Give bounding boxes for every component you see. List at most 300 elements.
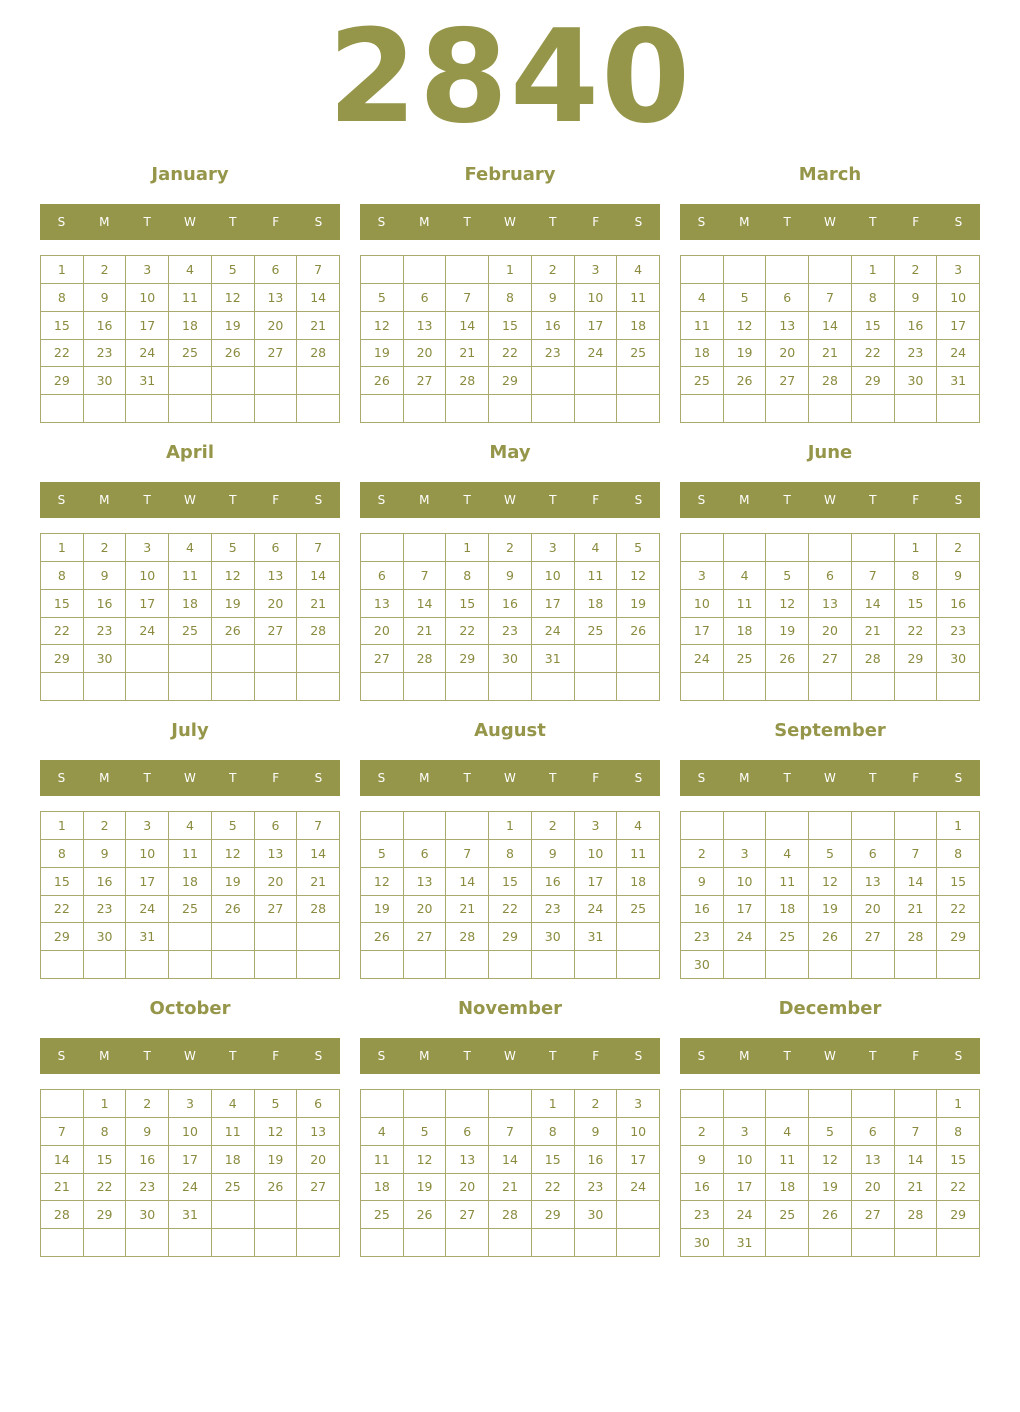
day-cell: 26 <box>724 367 767 395</box>
day-cell: 8 <box>532 1118 575 1146</box>
day-cell: 14 <box>446 312 489 340</box>
weekday-label: T <box>143 771 151 785</box>
weekday-label: T <box>783 493 791 507</box>
day-cell: 27 <box>766 367 809 395</box>
day-cell: 17 <box>617 1146 660 1174</box>
empty-day-cell <box>937 395 980 423</box>
day-cell: 11 <box>169 284 212 312</box>
day-cell: 9 <box>84 562 127 590</box>
day-cell: 8 <box>852 284 895 312</box>
month-june <box>680 438 980 701</box>
weekday-label: T <box>229 1049 237 1063</box>
day-cell: 17 <box>532 590 575 618</box>
day-cell: 27 <box>361 645 404 673</box>
day-cell: 6 <box>255 534 298 562</box>
day-cell: 7 <box>895 840 938 868</box>
day-cell: 2 <box>84 812 127 840</box>
day-cell: 15 <box>41 312 84 340</box>
day-cell: 23 <box>489 618 532 646</box>
empty-day-cell <box>446 1229 489 1257</box>
day-cell: 28 <box>809 367 852 395</box>
empty-day-cell <box>532 951 575 979</box>
day-cell: 2 <box>895 256 938 284</box>
empty-day-cell <box>766 395 809 423</box>
weekday-label: S <box>314 493 323 507</box>
day-cell: 26 <box>212 618 255 646</box>
weekday-label: M <box>419 493 430 507</box>
weekday-label: F <box>592 493 600 507</box>
empty-day-cell <box>255 395 298 423</box>
weekday-label: F <box>912 1049 920 1063</box>
weekday-label: W <box>824 771 836 785</box>
empty-day-cell <box>852 1229 895 1257</box>
day-cell: 2 <box>937 534 980 562</box>
empty-day-cell <box>895 1229 938 1257</box>
day-cell: 31 <box>937 367 980 395</box>
empty-day-cell <box>937 673 980 701</box>
day-cell: 27 <box>255 896 298 924</box>
weekday-label: M <box>419 771 430 785</box>
day-cell: 2 <box>489 534 532 562</box>
empty-day-cell <box>937 1229 980 1257</box>
day-cell: 27 <box>255 618 298 646</box>
weekday-label: M <box>739 771 750 785</box>
day-cell: 21 <box>297 868 340 896</box>
day-cell: 10 <box>126 284 169 312</box>
day-cell: 29 <box>489 923 532 951</box>
weekday-label: T <box>783 215 791 229</box>
empty-day-cell <box>617 367 660 395</box>
day-cell: 1 <box>895 534 938 562</box>
empty-day-cell <box>852 534 895 562</box>
day-cell: 5 <box>766 562 809 590</box>
day-cell: 23 <box>937 618 980 646</box>
empty-day-cell <box>681 395 724 423</box>
day-cell: 11 <box>212 1118 255 1146</box>
weekday-label: T <box>549 771 557 785</box>
day-cell: 4 <box>575 534 618 562</box>
day-cell: 26 <box>361 367 404 395</box>
day-grid <box>680 1089 980 1257</box>
day-cell: 26 <box>617 618 660 646</box>
weekday-label: T <box>783 1049 791 1063</box>
empty-day-cell <box>724 673 767 701</box>
day-cell: 24 <box>126 340 169 368</box>
day-cell: 4 <box>766 840 809 868</box>
day-cell: 21 <box>895 896 938 924</box>
empty-day-cell <box>361 812 404 840</box>
empty-day-cell <box>404 534 447 562</box>
day-cell: 10 <box>532 562 575 590</box>
day-cell: 26 <box>212 340 255 368</box>
day-cell: 15 <box>532 1146 575 1174</box>
empty-day-cell <box>532 367 575 395</box>
day-cell: 21 <box>489 1174 532 1202</box>
day-cell: 17 <box>169 1146 212 1174</box>
day-cell: 22 <box>937 1174 980 1202</box>
day-cell: 15 <box>84 1146 127 1174</box>
day-cell: 6 <box>809 562 852 590</box>
day-cell: 19 <box>361 896 404 924</box>
empty-day-cell <box>297 951 340 979</box>
day-cell: 22 <box>489 340 532 368</box>
day-cell: 18 <box>766 1174 809 1202</box>
weekday-label: S <box>57 493 66 507</box>
weekday-label: M <box>739 1049 750 1063</box>
month-march <box>680 160 980 423</box>
day-cell: 12 <box>724 312 767 340</box>
day-cell: 2 <box>532 256 575 284</box>
day-cell: 5 <box>212 534 255 562</box>
empty-day-cell <box>895 812 938 840</box>
weekday-label: T <box>869 215 877 229</box>
day-cell: 13 <box>404 312 447 340</box>
day-cell: 28 <box>852 645 895 673</box>
empty-day-cell <box>681 1090 724 1118</box>
day-cell: 1 <box>41 812 84 840</box>
empty-day-cell <box>212 1201 255 1229</box>
day-cell: 2 <box>575 1090 618 1118</box>
day-cell: 5 <box>617 534 660 562</box>
empty-day-cell <box>446 256 489 284</box>
day-cell: 16 <box>126 1146 169 1174</box>
day-cell: 17 <box>937 312 980 340</box>
day-cell: 17 <box>126 590 169 618</box>
day-cell: 4 <box>212 1090 255 1118</box>
weekday-label: S <box>377 1049 386 1063</box>
day-cell: 9 <box>532 840 575 868</box>
day-cell: 29 <box>446 645 489 673</box>
empty-day-cell <box>617 1229 660 1257</box>
weekday-label: F <box>912 215 920 229</box>
empty-day-cell <box>489 951 532 979</box>
weekday-label: F <box>912 493 920 507</box>
day-cell: 6 <box>852 1118 895 1146</box>
day-cell: 23 <box>84 896 127 924</box>
empty-day-cell <box>575 673 618 701</box>
day-cell: 3 <box>724 840 767 868</box>
empty-day-cell <box>361 256 404 284</box>
empty-day-cell <box>404 395 447 423</box>
day-cell: 27 <box>809 645 852 673</box>
empty-day-cell <box>532 1229 575 1257</box>
empty-day-cell <box>297 923 340 951</box>
weekday-label: F <box>272 493 280 507</box>
weekday-label: W <box>184 493 196 507</box>
day-cell: 12 <box>361 868 404 896</box>
weekday-label: W <box>824 493 836 507</box>
day-cell: 12 <box>255 1118 298 1146</box>
day-cell: 14 <box>489 1146 532 1174</box>
weekday-label: S <box>634 1049 643 1063</box>
day-cell: 8 <box>41 284 84 312</box>
day-cell: 11 <box>766 868 809 896</box>
empty-day-cell <box>809 534 852 562</box>
day-cell: 30 <box>532 923 575 951</box>
empty-day-cell <box>255 951 298 979</box>
weekday-label: S <box>634 771 643 785</box>
day-cell: 25 <box>724 645 767 673</box>
weekday-header <box>360 482 660 518</box>
weekday-label: T <box>143 215 151 229</box>
day-cell: 29 <box>41 367 84 395</box>
day-cell: 31 <box>575 923 618 951</box>
weekday-label: T <box>143 1049 151 1063</box>
day-cell: 15 <box>489 312 532 340</box>
empty-day-cell <box>489 673 532 701</box>
day-cell: 24 <box>169 1174 212 1202</box>
day-grid <box>40 1089 340 1257</box>
day-cell: 24 <box>681 645 724 673</box>
day-cell: 20 <box>852 1174 895 1202</box>
empty-day-cell <box>724 395 767 423</box>
month-title: June <box>807 442 853 463</box>
day-cell: 7 <box>446 284 489 312</box>
day-cell: 17 <box>724 896 767 924</box>
day-cell: 6 <box>404 284 447 312</box>
day-cell: 16 <box>532 312 575 340</box>
day-cell: 9 <box>532 284 575 312</box>
day-cell: 11 <box>169 562 212 590</box>
day-cell: 7 <box>852 562 895 590</box>
empty-day-cell <box>169 367 212 395</box>
day-cell: 17 <box>724 1174 767 1202</box>
empty-day-cell <box>895 673 938 701</box>
day-cell: 18 <box>575 590 618 618</box>
day-cell: 24 <box>532 618 575 646</box>
weekday-label: W <box>824 1049 836 1063</box>
day-grid <box>40 533 340 701</box>
empty-day-cell <box>937 951 980 979</box>
weekday-label: T <box>549 493 557 507</box>
empty-day-cell <box>766 951 809 979</box>
day-cell: 18 <box>766 896 809 924</box>
day-cell: 9 <box>575 1118 618 1146</box>
day-cell: 1 <box>446 534 489 562</box>
empty-day-cell <box>575 395 618 423</box>
empty-day-cell <box>617 645 660 673</box>
day-cell: 16 <box>681 896 724 924</box>
weekday-header <box>360 760 660 796</box>
day-cell: 3 <box>169 1090 212 1118</box>
weekday-header <box>360 204 660 240</box>
weekday-label: T <box>869 1049 877 1063</box>
day-cell: 28 <box>446 367 489 395</box>
day-cell: 1 <box>489 256 532 284</box>
day-cell: 19 <box>809 896 852 924</box>
month-title: September <box>774 720 886 741</box>
day-cell: 26 <box>255 1174 298 1202</box>
day-cell: 21 <box>809 340 852 368</box>
weekday-label: W <box>184 1049 196 1063</box>
day-cell: 25 <box>617 896 660 924</box>
weekday-label: W <box>504 215 516 229</box>
day-cell: 22 <box>41 896 84 924</box>
day-cell: 3 <box>937 256 980 284</box>
day-cell: 12 <box>212 840 255 868</box>
day-cell: 16 <box>84 868 127 896</box>
day-cell: 22 <box>446 618 489 646</box>
empty-day-cell <box>532 395 575 423</box>
day-cell: 19 <box>766 618 809 646</box>
empty-day-cell <box>895 395 938 423</box>
day-cell: 1 <box>84 1090 127 1118</box>
empty-day-cell <box>809 395 852 423</box>
empty-day-cell <box>255 923 298 951</box>
day-cell: 25 <box>681 367 724 395</box>
weekday-label: S <box>377 493 386 507</box>
day-cell: 18 <box>617 868 660 896</box>
day-cell: 20 <box>255 312 298 340</box>
day-cell: 30 <box>84 923 127 951</box>
empty-day-cell <box>617 1201 660 1229</box>
day-cell: 28 <box>895 923 938 951</box>
day-grid <box>40 255 340 423</box>
day-cell: 28 <box>297 340 340 368</box>
day-cell: 31 <box>126 367 169 395</box>
day-cell: 11 <box>617 840 660 868</box>
day-cell: 7 <box>297 812 340 840</box>
day-cell: 1 <box>532 1090 575 1118</box>
weekday-label: W <box>504 771 516 785</box>
day-cell: 5 <box>212 256 255 284</box>
day-cell: 25 <box>766 1201 809 1229</box>
empty-day-cell <box>852 1090 895 1118</box>
day-cell: 1 <box>489 812 532 840</box>
day-cell: 14 <box>41 1146 84 1174</box>
weekday-label: W <box>504 1049 516 1063</box>
day-cell: 30 <box>84 367 127 395</box>
weekday-label: T <box>229 493 237 507</box>
day-cell: 19 <box>212 590 255 618</box>
day-cell: 19 <box>361 340 404 368</box>
day-cell: 13 <box>446 1146 489 1174</box>
day-cell: 23 <box>84 618 127 646</box>
empty-day-cell <box>126 673 169 701</box>
weekday-label: W <box>504 493 516 507</box>
day-cell: 19 <box>809 1174 852 1202</box>
weekday-label: M <box>99 1049 110 1063</box>
day-cell: 22 <box>84 1174 127 1202</box>
weekday-header <box>40 1038 340 1074</box>
day-cell: 30 <box>895 367 938 395</box>
empty-day-cell <box>169 923 212 951</box>
day-cell: 18 <box>169 590 212 618</box>
day-cell: 22 <box>41 618 84 646</box>
empty-day-cell <box>852 812 895 840</box>
empty-day-cell <box>852 395 895 423</box>
empty-day-cell <box>41 951 84 979</box>
day-cell: 8 <box>84 1118 127 1146</box>
day-cell: 15 <box>937 868 980 896</box>
day-cell: 20 <box>404 340 447 368</box>
empty-day-cell <box>169 395 212 423</box>
day-cell: 18 <box>681 340 724 368</box>
weekday-label: S <box>634 215 643 229</box>
day-grid <box>40 811 340 979</box>
day-cell: 9 <box>84 840 127 868</box>
day-cell: 23 <box>895 340 938 368</box>
day-cell: 11 <box>681 312 724 340</box>
day-cell: 14 <box>895 868 938 896</box>
empty-day-cell <box>297 673 340 701</box>
empty-day-cell <box>617 395 660 423</box>
weekday-label: T <box>549 215 557 229</box>
empty-day-cell <box>681 534 724 562</box>
day-cell: 25 <box>169 340 212 368</box>
empty-day-cell <box>489 395 532 423</box>
day-cell: 16 <box>575 1146 618 1174</box>
day-cell: 17 <box>126 312 169 340</box>
day-cell: 16 <box>84 312 127 340</box>
empty-day-cell <box>681 812 724 840</box>
day-cell: 28 <box>41 1201 84 1229</box>
weekday-label: S <box>697 771 706 785</box>
day-cell: 28 <box>297 896 340 924</box>
day-cell: 30 <box>84 645 127 673</box>
empty-day-cell <box>297 367 340 395</box>
day-cell: 13 <box>255 840 298 868</box>
empty-day-cell <box>404 256 447 284</box>
year-title: 2840 <box>327 3 693 152</box>
day-cell: 21 <box>297 312 340 340</box>
empty-day-cell <box>404 1090 447 1118</box>
day-cell: 9 <box>126 1118 169 1146</box>
day-cell: 12 <box>404 1146 447 1174</box>
day-cell: 22 <box>852 340 895 368</box>
day-cell: 1 <box>41 256 84 284</box>
empty-day-cell <box>895 951 938 979</box>
weekday-label: F <box>592 771 600 785</box>
day-cell: 15 <box>852 312 895 340</box>
day-cell: 3 <box>617 1090 660 1118</box>
day-cell: 27 <box>852 923 895 951</box>
day-cell: 12 <box>212 284 255 312</box>
empty-day-cell <box>532 673 575 701</box>
weekday-label: T <box>143 493 151 507</box>
day-cell: 28 <box>404 645 447 673</box>
day-cell: 3 <box>126 534 169 562</box>
empty-day-cell <box>404 1229 447 1257</box>
empty-day-cell <box>489 1229 532 1257</box>
month-january <box>40 160 340 423</box>
month-title: February <box>464 164 556 185</box>
day-cell: 6 <box>404 840 447 868</box>
day-cell: 25 <box>169 618 212 646</box>
weekday-label: T <box>783 771 791 785</box>
day-cell: 12 <box>766 590 809 618</box>
empty-day-cell <box>84 395 127 423</box>
weekday-header <box>680 482 980 518</box>
weekday-header <box>40 760 340 796</box>
day-cell: 21 <box>41 1174 84 1202</box>
empty-day-cell <box>446 673 489 701</box>
day-cell: 5 <box>724 284 767 312</box>
weekday-header <box>680 1038 980 1074</box>
weekday-label: T <box>869 771 877 785</box>
day-cell: 4 <box>617 812 660 840</box>
day-cell: 18 <box>361 1174 404 1202</box>
empty-day-cell <box>681 256 724 284</box>
weekday-label: F <box>912 771 920 785</box>
day-cell: 7 <box>41 1118 84 1146</box>
weekday-label: S <box>57 1049 66 1063</box>
day-cell: 2 <box>681 1118 724 1146</box>
day-cell: 4 <box>617 256 660 284</box>
weekday-label: T <box>463 215 471 229</box>
month-july <box>40 716 340 979</box>
empty-day-cell <box>212 645 255 673</box>
